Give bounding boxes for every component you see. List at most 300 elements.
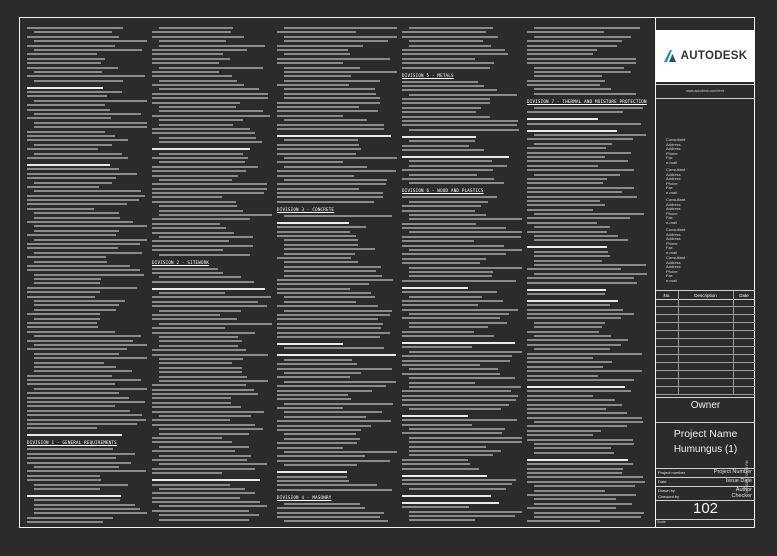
note-line bbox=[34, 49, 142, 51]
note-line bbox=[277, 425, 371, 427]
note-line bbox=[527, 40, 622, 42]
note-line bbox=[34, 153, 122, 155]
note-line bbox=[402, 124, 517, 126]
note-line bbox=[277, 235, 356, 237]
note-line bbox=[409, 428, 505, 430]
note-line bbox=[534, 503, 632, 505]
note-line bbox=[27, 117, 111, 119]
note-line bbox=[534, 239, 628, 241]
note-line bbox=[534, 443, 634, 445]
note-line bbox=[27, 256, 106, 258]
note-line bbox=[152, 175, 238, 177]
note-line bbox=[534, 498, 616, 500]
consultant-block-5: Consultant Address Address Phone Fax e-mail bbox=[666, 255, 686, 283]
note-line bbox=[284, 97, 380, 99]
note-line bbox=[527, 196, 637, 198]
note-line bbox=[159, 463, 267, 465]
note-line bbox=[159, 323, 272, 325]
note-line bbox=[277, 314, 390, 316]
note-line bbox=[277, 516, 380, 518]
note-line bbox=[27, 470, 146, 472]
note-line bbox=[277, 460, 390, 462]
note-line bbox=[527, 375, 598, 377]
note-line bbox=[27, 234, 116, 236]
note-line bbox=[27, 427, 97, 429]
note-line bbox=[159, 179, 232, 181]
note-line bbox=[27, 457, 116, 459]
revision-row bbox=[656, 347, 755, 355]
note-line bbox=[527, 417, 642, 419]
note-line bbox=[527, 472, 622, 474]
note-line bbox=[527, 386, 625, 388]
note-line bbox=[402, 463, 470, 465]
note-line bbox=[402, 419, 517, 421]
note-line bbox=[277, 489, 392, 491]
note-line bbox=[409, 515, 515, 517]
autodesk-logo bbox=[656, 30, 754, 82]
note-line bbox=[527, 494, 636, 496]
note-line bbox=[277, 318, 378, 320]
note-line bbox=[284, 157, 397, 159]
revision-row bbox=[656, 339, 755, 347]
note-line bbox=[27, 419, 146, 421]
note-line bbox=[27, 379, 141, 381]
note-line bbox=[152, 484, 230, 486]
note-line bbox=[409, 446, 486, 448]
note-line bbox=[159, 141, 262, 143]
notes-column-4 bbox=[402, 27, 522, 523]
rev-date-header: Date bbox=[739, 292, 749, 298]
note-line bbox=[402, 390, 511, 392]
note-line bbox=[409, 165, 507, 167]
note-line bbox=[34, 230, 119, 232]
note-line bbox=[27, 291, 100, 293]
note-line bbox=[27, 462, 131, 464]
note-line bbox=[402, 145, 469, 147]
note-line bbox=[409, 140, 475, 142]
note-line bbox=[527, 123, 641, 125]
note-line bbox=[159, 362, 232, 364]
note-line bbox=[527, 118, 598, 120]
rev-column-divider bbox=[733, 291, 734, 395]
note-line bbox=[27, 375, 112, 377]
note-line bbox=[534, 226, 610, 228]
note-line bbox=[277, 201, 374, 203]
note-line bbox=[409, 182, 504, 184]
note-line bbox=[527, 344, 621, 346]
note-line bbox=[27, 410, 130, 412]
note-line bbox=[34, 366, 116, 368]
note-line bbox=[152, 393, 258, 395]
note-line bbox=[277, 62, 343, 64]
note-line bbox=[34, 335, 141, 337]
note-line bbox=[402, 415, 468, 417]
note-line bbox=[527, 160, 628, 162]
note-line bbox=[527, 395, 593, 397]
note-line bbox=[534, 348, 610, 350]
note-line bbox=[409, 519, 475, 521]
note-line bbox=[152, 397, 231, 399]
note-line bbox=[27, 53, 97, 55]
note-line bbox=[284, 36, 397, 38]
note-line bbox=[402, 483, 512, 485]
note-line bbox=[152, 166, 258, 168]
note-line bbox=[284, 119, 367, 121]
note-line bbox=[152, 75, 232, 77]
note-line bbox=[34, 252, 142, 254]
note-line bbox=[159, 371, 242, 373]
note-line bbox=[402, 287, 468, 289]
note-line bbox=[152, 305, 267, 307]
note-line bbox=[34, 344, 147, 346]
note-line bbox=[534, 67, 624, 69]
note-line bbox=[284, 244, 358, 246]
note-line bbox=[27, 168, 119, 170]
note-line bbox=[527, 111, 623, 113]
note-line bbox=[527, 84, 600, 86]
note-line bbox=[27, 221, 133, 223]
note-line bbox=[277, 257, 351, 259]
note-line bbox=[527, 425, 627, 427]
note-line bbox=[409, 267, 522, 269]
note-line bbox=[402, 360, 510, 362]
note-line bbox=[159, 292, 225, 294]
note-line bbox=[527, 304, 610, 306]
note-line bbox=[534, 88, 611, 90]
note-line bbox=[27, 247, 118, 249]
notes-column-5 bbox=[527, 27, 647, 523]
note-line bbox=[402, 468, 479, 470]
note-line bbox=[27, 131, 105, 133]
notes-column-2 bbox=[152, 27, 272, 523]
note-line bbox=[527, 152, 631, 154]
note-line bbox=[159, 428, 263, 430]
note-line bbox=[277, 283, 369, 285]
note-line bbox=[277, 49, 348, 51]
note-line bbox=[34, 274, 144, 276]
note-line bbox=[27, 186, 99, 188]
note-line bbox=[527, 169, 634, 171]
note-line bbox=[277, 484, 377, 486]
note-line bbox=[277, 31, 356, 33]
note-line bbox=[534, 71, 631, 73]
division-heading: DIVISION 6 - WOOD AND PLASTICS bbox=[402, 188, 484, 194]
note-line bbox=[152, 49, 247, 51]
note-line bbox=[152, 196, 222, 198]
note-line bbox=[27, 269, 140, 271]
note-line bbox=[534, 255, 610, 257]
note-line bbox=[402, 424, 472, 426]
note-line bbox=[27, 139, 128, 141]
note-line bbox=[34, 217, 120, 219]
note-line bbox=[402, 196, 497, 198]
note-line bbox=[152, 62, 219, 64]
note-line bbox=[152, 497, 240, 499]
note-line bbox=[277, 394, 348, 396]
note-line bbox=[152, 58, 230, 60]
note-line bbox=[534, 490, 605, 492]
note-line bbox=[152, 227, 226, 229]
note-line bbox=[284, 261, 358, 263]
note-line bbox=[409, 450, 501, 452]
note-line bbox=[159, 67, 263, 69]
note-line bbox=[402, 317, 500, 319]
note-line bbox=[402, 459, 468, 461]
note-line bbox=[27, 397, 129, 399]
note-line bbox=[527, 404, 622, 406]
note-line bbox=[159, 254, 250, 256]
note-line bbox=[152, 424, 255, 426]
note-line bbox=[527, 313, 634, 315]
note-line bbox=[277, 84, 349, 86]
meta-row-checked-by: Checked by Checker bbox=[658, 493, 752, 499]
note-line bbox=[152, 93, 268, 95]
note-line bbox=[527, 357, 593, 359]
note-line bbox=[152, 450, 235, 452]
note-line bbox=[409, 271, 493, 273]
note-line bbox=[152, 472, 222, 474]
revision-row bbox=[656, 323, 755, 331]
notes-column-3 bbox=[277, 27, 397, 523]
note-line bbox=[34, 388, 147, 390]
note-line bbox=[527, 331, 599, 333]
note-line bbox=[277, 512, 384, 514]
note-line bbox=[159, 40, 226, 42]
note-line bbox=[159, 45, 265, 47]
note-line bbox=[527, 370, 642, 372]
note-line bbox=[527, 191, 622, 193]
note-line bbox=[402, 479, 516, 481]
note-line bbox=[277, 161, 343, 163]
note-line bbox=[159, 433, 249, 435]
note-line bbox=[34, 357, 147, 359]
owner-label: Owner bbox=[690, 400, 721, 411]
note-line bbox=[27, 109, 110, 111]
note-line bbox=[34, 122, 147, 124]
note-line bbox=[402, 253, 506, 255]
note-line bbox=[27, 243, 140, 245]
note-line bbox=[534, 421, 643, 423]
note-line bbox=[159, 80, 237, 82]
note-line bbox=[27, 58, 105, 60]
note-line bbox=[34, 126, 147, 128]
note-line bbox=[402, 156, 509, 158]
note-line bbox=[27, 164, 110, 166]
note-line bbox=[284, 301, 356, 303]
note-line bbox=[152, 272, 223, 274]
note-line bbox=[409, 231, 522, 233]
note-line bbox=[152, 84, 244, 86]
note-line bbox=[27, 36, 119, 38]
note-line bbox=[277, 135, 391, 137]
note-line bbox=[527, 130, 617, 132]
note-line bbox=[152, 192, 264, 194]
note-line bbox=[402, 399, 516, 401]
note-line bbox=[527, 434, 593, 436]
note-line bbox=[284, 359, 352, 361]
note-line bbox=[277, 476, 347, 478]
note-line bbox=[152, 223, 220, 225]
note-line bbox=[402, 304, 478, 306]
note-line bbox=[159, 106, 236, 108]
note-line bbox=[27, 157, 128, 159]
note-line bbox=[27, 313, 100, 315]
note-line bbox=[277, 385, 386, 387]
note-line bbox=[152, 501, 260, 503]
note-line bbox=[527, 45, 617, 47]
note-line bbox=[27, 135, 115, 137]
note-line bbox=[152, 419, 230, 421]
note-line bbox=[152, 188, 267, 190]
note-line bbox=[159, 27, 233, 29]
note-line bbox=[402, 178, 494, 180]
note-line bbox=[284, 464, 357, 466]
note-line bbox=[277, 110, 378, 112]
division-heading: DIVISION 1 - GENERAL REQUIREMENTS bbox=[27, 440, 117, 446]
note-line bbox=[159, 153, 243, 155]
note-line bbox=[152, 406, 241, 408]
note-line bbox=[527, 222, 597, 224]
note-line bbox=[527, 282, 637, 284]
consultant-block-2: Consultant Address Address Phone Fax e-mail bbox=[666, 167, 686, 195]
note-line bbox=[409, 313, 509, 315]
note-line bbox=[152, 53, 223, 55]
divider bbox=[656, 519, 755, 520]
note-line bbox=[527, 204, 605, 206]
note-line bbox=[534, 264, 646, 266]
rev-column-divider bbox=[678, 291, 679, 395]
note-line bbox=[27, 475, 100, 477]
note-line bbox=[277, 343, 343, 345]
note-line bbox=[402, 227, 506, 229]
note-line bbox=[409, 322, 507, 324]
note-line bbox=[527, 156, 605, 158]
note-line bbox=[27, 67, 118, 69]
note-line bbox=[409, 27, 493, 29]
note-line bbox=[277, 231, 350, 233]
note-line bbox=[527, 468, 623, 470]
note-line bbox=[409, 386, 521, 388]
sheet-name: Humungus (1) bbox=[673, 444, 738, 455]
note-line bbox=[277, 45, 363, 47]
scale-label: Scale bbox=[657, 520, 666, 524]
note-line bbox=[152, 268, 218, 270]
note-line bbox=[527, 481, 645, 483]
note-line bbox=[402, 236, 521, 238]
note-line bbox=[534, 335, 611, 337]
note-line bbox=[284, 139, 358, 141]
note-line bbox=[284, 381, 396, 383]
note-line bbox=[152, 288, 265, 290]
note-line bbox=[159, 519, 249, 521]
note-line bbox=[277, 376, 350, 378]
note-line bbox=[527, 209, 593, 211]
note-line bbox=[27, 434, 122, 436]
note-line bbox=[534, 273, 647, 275]
note-line bbox=[277, 407, 343, 409]
note-line bbox=[34, 353, 119, 355]
note-line bbox=[152, 170, 246, 172]
note-line bbox=[284, 403, 393, 405]
note-line bbox=[152, 492, 255, 494]
note-line bbox=[27, 75, 145, 77]
note-line bbox=[34, 508, 140, 510]
note-line bbox=[152, 128, 250, 130]
note-line bbox=[527, 277, 634, 279]
note-line bbox=[284, 67, 360, 69]
note-line bbox=[277, 222, 349, 224]
note-line bbox=[402, 404, 509, 406]
note-line bbox=[527, 317, 621, 319]
note-line bbox=[152, 71, 219, 73]
note-line bbox=[284, 296, 375, 298]
note-line bbox=[534, 107, 643, 109]
note-line bbox=[284, 416, 366, 418]
note-line bbox=[534, 174, 620, 176]
sheet-number: 102 bbox=[692, 500, 719, 517]
note-line bbox=[34, 370, 132, 372]
note-line bbox=[527, 293, 605, 295]
note-line bbox=[402, 36, 498, 38]
note-line bbox=[159, 137, 256, 139]
note-line bbox=[159, 345, 238, 347]
revision-row bbox=[656, 331, 755, 339]
project-name: Project Name bbox=[673, 428, 738, 440]
note-line bbox=[277, 507, 365, 509]
note-line bbox=[402, 102, 490, 104]
note-line bbox=[409, 174, 477, 176]
note-line bbox=[34, 362, 104, 364]
note-line bbox=[534, 260, 602, 262]
note-line bbox=[534, 93, 636, 95]
note-line bbox=[402, 58, 475, 60]
note-line bbox=[34, 225, 147, 227]
note-line bbox=[27, 348, 127, 350]
note-line bbox=[277, 124, 384, 126]
divider bbox=[656, 422, 755, 423]
note-line bbox=[152, 437, 222, 439]
note-line bbox=[402, 136, 476, 138]
note-line bbox=[152, 349, 246, 351]
note-line bbox=[277, 188, 359, 190]
note-line bbox=[152, 148, 250, 150]
division-heading: DIVISION 7 - THERMAL AND MOISTURE PROTECTION bbox=[527, 98, 647, 104]
note-line bbox=[277, 58, 390, 60]
note-line bbox=[152, 301, 258, 303]
note-line bbox=[152, 36, 244, 38]
note-line bbox=[27, 414, 142, 416]
note-line bbox=[27, 265, 130, 267]
note-line bbox=[402, 107, 481, 109]
note-line bbox=[409, 326, 488, 328]
note-line bbox=[402, 31, 486, 33]
note-line bbox=[534, 447, 611, 449]
note-line bbox=[527, 187, 634, 189]
note-line bbox=[402, 502, 499, 504]
note-line bbox=[527, 62, 636, 64]
note-line bbox=[534, 213, 644, 215]
note-line bbox=[284, 93, 376, 95]
note-line bbox=[534, 143, 612, 145]
note-line bbox=[159, 376, 247, 378]
division-heading: DIVISION 2 - SITEWORK bbox=[152, 259, 210, 265]
note-line bbox=[284, 266, 381, 268]
revision-row bbox=[656, 315, 755, 323]
note-line bbox=[277, 115, 343, 117]
note-line bbox=[527, 80, 605, 82]
note-line bbox=[402, 395, 518, 397]
note-line bbox=[402, 149, 484, 151]
